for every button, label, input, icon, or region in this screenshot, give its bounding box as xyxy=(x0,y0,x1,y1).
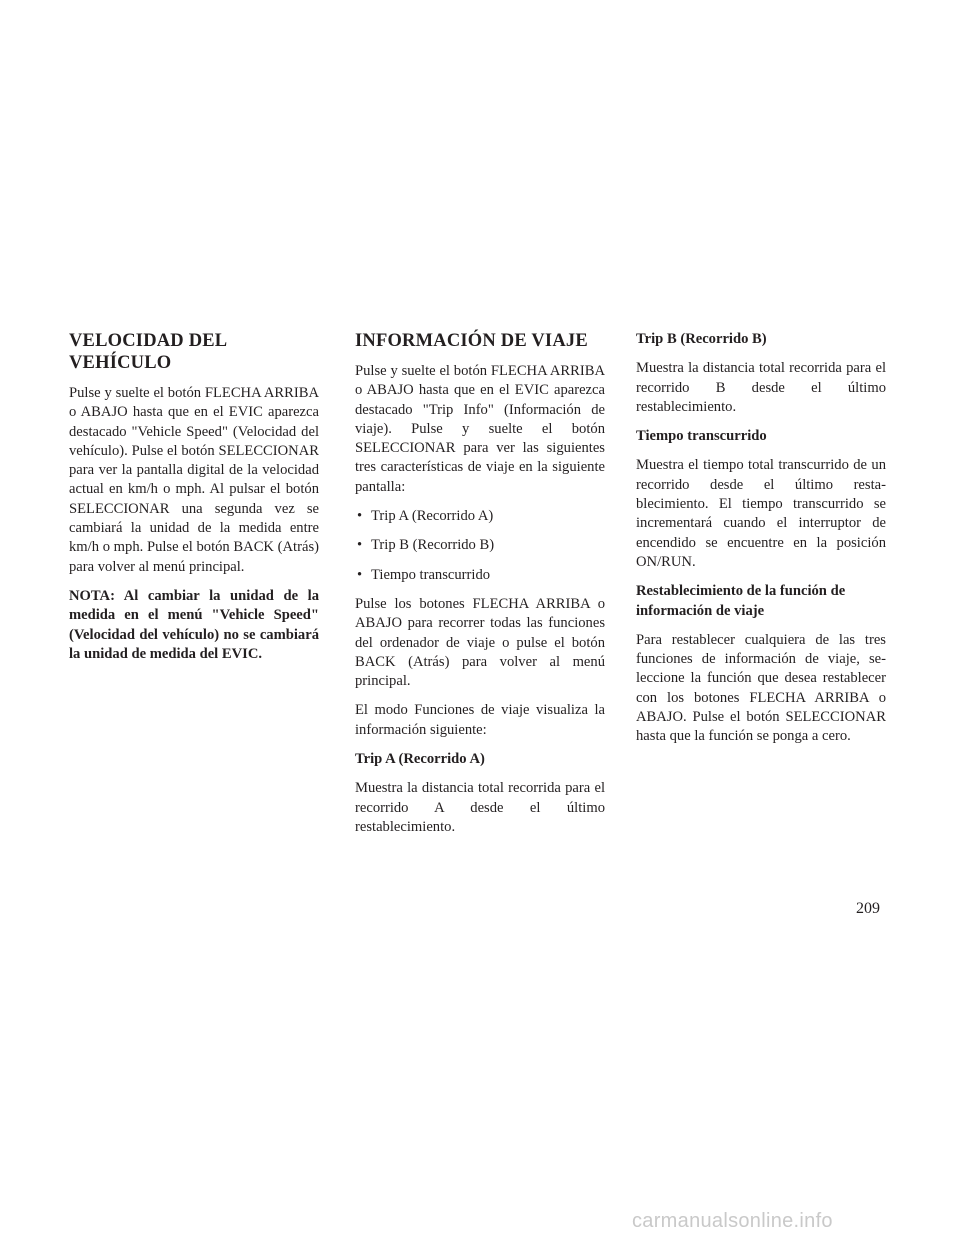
subheading-trip-a: Trip A (Recorrido A) xyxy=(355,751,485,768)
subheading-trip-b: Trip B (Recorrido B) xyxy=(636,331,767,347)
list-item-text: Trip A (Recorrido A) xyxy=(371,508,494,525)
heading-line-2: VEHÍCULO xyxy=(69,353,172,373)
note-velocidad: NOTA: Al cambiar la unidad de la medida en el menú "Vehicle Speed" (Velocidad del vehículo) no se cambiará la unidad de medida del EVIC. xyxy=(69,587,319,662)
page-number: 209 xyxy=(856,900,880,917)
list-item-text: Tiempo transcurrido xyxy=(371,566,491,583)
list-item-text: Trip B (Recorrido B) xyxy=(371,537,495,554)
section-heading-informacion-viaje: INFORMACIÓN DE VIAJE xyxy=(355,331,588,351)
paragraph-recorrer-funciones: Pulse los botones FLECHA ARRIBA o ABAJO para recorrer todas las funciones del ordenador de viaje o pulse el botón BACK (Atrás) para volver al menú principal. xyxy=(355,595,605,690)
list-item xyxy=(355,536,605,555)
column-detalles-viaje xyxy=(636,330,886,757)
paragraph-modo-funciones: El modo Funciones de viaje visualiza la información siguiente: xyxy=(355,702,605,738)
column-informacion-viaje xyxy=(355,330,605,847)
list-item xyxy=(355,566,605,585)
column-velocidad xyxy=(69,330,319,674)
paragraph-restablecimiento: Para restablecer cualquiera de las tres funciones de información de viaje, seleccione la función que desea restablecer con los botones FLECHA ARRIBA o ABAJO. Pulse el botón SELECCIONAR hasta que la función se ponga a cero. xyxy=(636,631,886,745)
paragraph-trip-info-instrucciones: Pulse y suelte el botón FLECHA ARRIBA o ABAJO hasta que en el EVIC aparezca destacado "Trip Info" (Información de viaje). Pulse y suelte el botón SELECCIONAR para ver las siguientes tres características de viaje en la siguiente pantalla: xyxy=(355,363,605,495)
paragraph-velocidad-instrucciones: Pulse y suelte el botón FLECHA ARRIBA o ABAJO hasta que en el EVIC aparezca destacado "Vehicle Speed" (Velocidad del vehículo). Pulse el botón SELECCIONAR para ver la pantalla digital de la velocidad actual en km/h o mph. Al pulsar el botón SELECCIONAR una segunda vez se cambiará la unidad de la medida entre km/h o mph. Pulse el botón BACK (Atrás) para volver al menú principal. xyxy=(69,385,319,575)
bullet-icon: • xyxy=(357,508,363,525)
subheading-tiempo-transcurrido: Tiempo transcurrido xyxy=(636,428,767,445)
list-item xyxy=(355,507,605,526)
watermark-text: carmanualsonline.info xyxy=(632,1210,833,1232)
section-heading-velocidad xyxy=(69,330,319,374)
paragraph-tiempo-transcurrido: Muestra el tiempo total transcurrido de un recorrido desde el último restablecimiento. El tiempo transcurrido se incrementará cuando el interruptor de encendido se encuentre en la posición ON/RUN. xyxy=(636,457,886,570)
bullet-icon: • xyxy=(357,566,363,583)
paragraph-trip-b: Muestra la distancia total recorrida para el recorrido B desde el último restablecimiento. xyxy=(636,360,886,415)
subheading-restablecimiento: Restablecimiento de la función de información de viaje xyxy=(636,583,846,619)
paragraph-trip-a: Muestra la distancia total recorrida para el recorrido A desde el último restablecimiento. xyxy=(355,780,605,835)
heading-line-1: VELOCIDAD DEL xyxy=(69,331,228,351)
bullet-icon: • xyxy=(357,537,363,554)
